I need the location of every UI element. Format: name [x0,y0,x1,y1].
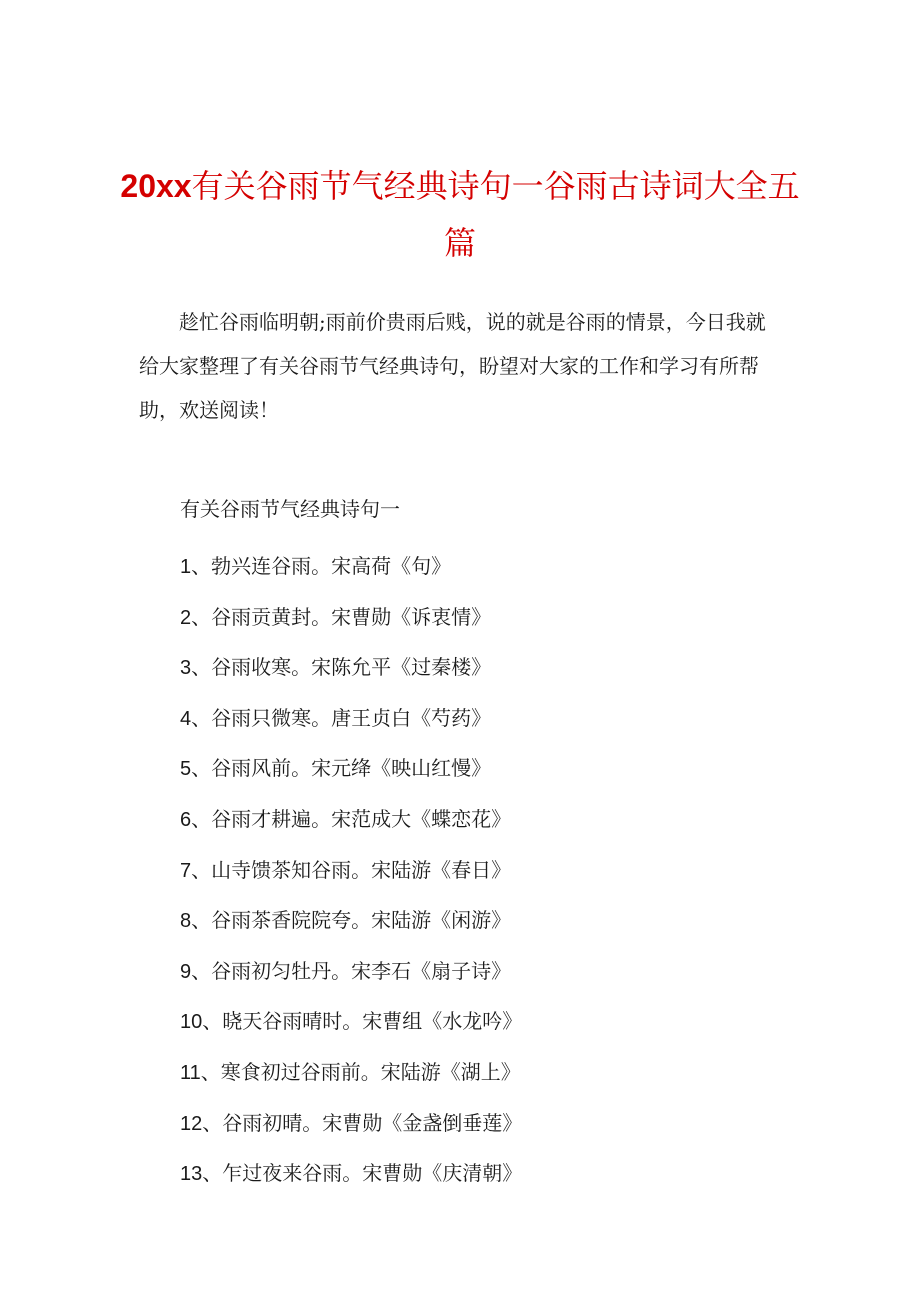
poem-list [180,550,522,1208]
item-text: 、谷雨风前。宋元绛《映山红慢》 [191,756,492,781]
item-number: 3 [180,657,192,680]
item-text: 、山寺馈茶知谷雨。宋陆游《春日》 [191,857,512,882]
list-item [180,601,522,652]
list-item [180,955,522,1006]
list-item [180,550,522,601]
item-number: 7 [180,859,192,882]
item-number: 9 [180,960,192,983]
item-text: 、谷雨只微寒。唐王贞白《芍药》 [191,705,492,730]
list-item [180,1056,522,1107]
item-text: 、乍过夜来谷雨。宋曹勋《庆清朝》 [202,1161,523,1186]
list-item [180,651,522,702]
item-text: 、晓天谷雨晴时。宋曹组《水龙吟》 [202,1009,523,1034]
item-text: 、谷雨贡黄封。宋曹勋《诉衷情》 [191,604,492,629]
list-item [180,1005,522,1056]
item-number: 13 [180,1163,203,1186]
item-number: 1 [180,556,192,578]
item-number: 8 [180,910,192,933]
item-number: 11 [180,1061,201,1084]
item-text: 、谷雨初匀牡丹。宋李石《扇子诗》 [191,958,512,983]
item-number: 10 [180,1011,203,1034]
item-text: 、谷雨初晴。宋曹勋《金盏倒垂莲》 [202,1110,523,1135]
section-heading: 有关谷雨节气经典诗句一 [180,497,400,521]
document-title [120,158,800,272]
item-number: 12 [180,1112,203,1135]
list-item [180,803,522,854]
list-item [180,854,522,905]
item-text: 、谷雨才耕遍。宋范成大《蝶恋花》 [191,806,512,831]
intro-paragraph: 趁忙谷雨临明朝;雨前价贵雨后贱，说的就是谷雨的情景，今日我就给大家整理了有关谷雨节气经典诗句，盼望对大家的工作和学习有所帮助，欢送阅读！ [139,310,766,422]
item-text: 、谷雨茶香院院夸。宋陆游《闲游》 [191,908,512,933]
item-number: 2 [180,606,192,629]
list-item [180,702,522,753]
item-number: 5 [180,758,192,781]
title-year: 20xx [120,168,192,204]
list-item [180,752,522,803]
title-text: 有关谷雨节气经典诗句一谷雨古诗词大全五篇 [191,167,800,262]
item-number: 6 [180,808,192,831]
item-text: 、勃兴连谷雨。宋高荷《句》 [191,554,452,578]
item-text: 、谷雨收寒。宋陈允平《过秦楼》 [191,655,492,680]
list-item [180,1157,522,1208]
list-item [180,904,522,955]
list-item [180,1107,522,1158]
item-number: 4 [180,707,192,730]
item-text: 、寒食初过谷雨前。宋陆游《湖上》 [200,1059,521,1084]
